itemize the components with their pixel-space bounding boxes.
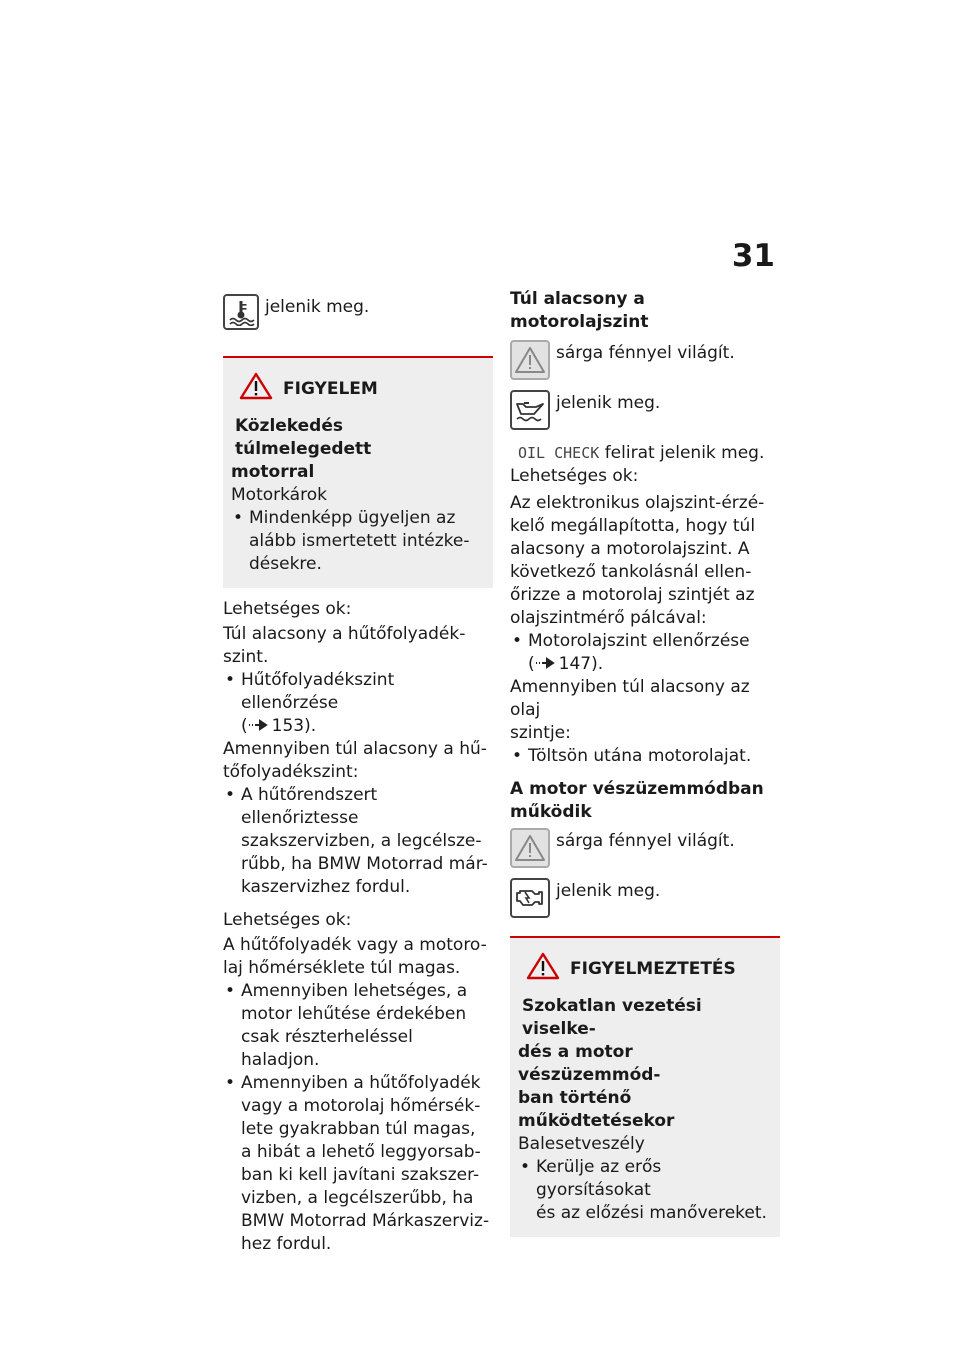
warning-bullet-line2: és az előzési manővereket.	[536, 1203, 767, 1223]
oil-bullet1-ref-text: 147).	[558, 654, 604, 674]
page-reference-arrow-icon: (	[241, 715, 268, 738]
yellow-warning-row	[510, 340, 780, 380]
oil-check-code: OIL CHECK	[518, 444, 600, 462]
bullet2-line2: szakszervizben, a legcélsze-	[241, 831, 482, 851]
bullet1-ref[interactable]	[223, 715, 493, 738]
bullet4-line1: • Amennyiben a hűtőfolyadék	[223, 1072, 493, 1095]
caution-heading-line2: motorral	[231, 462, 315, 482]
engine-indicator-row	[510, 878, 780, 918]
bullet4-line5: ban ki kell javítani szakszer-	[241, 1165, 480, 1185]
oil-level-heading: Túl alacsony a motorolajszint	[510, 289, 649, 332]
cause2-label: Lehetséges ok:	[223, 910, 352, 930]
page-number: 31	[731, 238, 775, 274]
emergency-mode-heading-line1: A motor vészüzemmódban	[510, 779, 764, 799]
cause1-label: Lehetséges ok:	[223, 599, 352, 619]
caution-bullet-line3: désekre.	[249, 554, 322, 574]
oil-cause-line5: őrizze a motorolaj szintjét az	[510, 585, 755, 605]
bullet2-line4: kaszervizhez fordul.	[241, 877, 411, 897]
oil-check-text: felirat jelenik meg.	[604, 443, 765, 463]
oil-can-icon	[510, 390, 550, 430]
warning-light-text: sárga fénnyel világít.	[556, 343, 735, 363]
oil-cause-line6: olajszintmérő pálcával:	[510, 608, 707, 628]
coolant-indicator-row	[223, 294, 493, 330]
oil-cause-line2: kelő megállapította, hogy túl	[510, 516, 756, 536]
oil-cause-label: Lehetséges ok:	[510, 466, 639, 486]
oil-indicator-row	[510, 390, 780, 430]
caution-subtitle: Motorkárok	[231, 485, 327, 505]
right-column	[510, 288, 780, 1237]
warning-title: FIGYELMEZTETÉS	[570, 958, 736, 979]
cause1-line2: szint.	[223, 647, 269, 667]
warning-triangle-icon	[239, 372, 273, 405]
bullet4-line6: vizben, a legcélszerűbb, ha	[241, 1188, 474, 1208]
oil-cause-line3: alacsony a motorolajszint. A	[510, 539, 750, 559]
oil-bullet1-ref[interactable]	[510, 653, 780, 676]
caution-title-row	[231, 372, 485, 405]
caution-bullet-line2: alább ismertetett intézke-	[249, 531, 470, 551]
cause2-line1: A hűtőfolyadék vagy a motoro-	[223, 935, 487, 955]
if-low-line2: tőfolyadékszint:	[223, 762, 359, 782]
caution-title: FIGYELEM	[283, 378, 378, 399]
caution-box	[223, 356, 493, 588]
warning-title-row	[518, 952, 772, 985]
oil-cause-line4: következő tankolásnál ellen-	[510, 562, 752, 582]
bullet1-line1: • Hűtőfolyadékszint ellenőrzése	[223, 669, 493, 715]
coolant-icon-text: jelenik meg.	[265, 297, 370, 317]
warning-heading-line1: Szokatlan vezetési viselke-	[522, 996, 702, 1039]
oil-cause-line1: Az elektronikus olajszint-érzé-	[510, 493, 765, 513]
yellow-warning-row-2	[510, 828, 780, 868]
bullet4-line7: BMW Motorrad Márkaszerviz-	[241, 1211, 490, 1231]
bullet1-ref-text: 153).	[271, 716, 317, 736]
if-low-line1: Amennyiben túl alacsony a hű-	[223, 739, 487, 759]
caution-bullet-line1: • Mindenképp ügyeljen az	[231, 507, 485, 530]
engine-icon-text: jelenik meg.	[556, 881, 661, 901]
bullet2-line3: rűbb, ha BMW Motorrad már-	[241, 854, 488, 874]
coolant-temperature-icon	[223, 294, 259, 330]
warning-subtitle: Balesetveszély	[518, 1134, 645, 1154]
bullet4-line4: a hibát a lehető leggyorsab-	[241, 1142, 481, 1162]
bullet3-line2: motor lehűtése érdekében	[241, 1004, 467, 1024]
left-column	[223, 288, 493, 1256]
bullet2-line1: • A hűtőrendszert ellenőriztesse	[223, 784, 493, 830]
bullet4-line8: hez fordul.	[241, 1234, 332, 1254]
warning-heading-line2: dés a motor vészüzemmód-	[518, 1042, 661, 1085]
warning-heading-line3: ban történő működtetésekor	[518, 1088, 675, 1131]
warning-triangle-icon	[526, 952, 560, 985]
bullet4-line2: vagy a motorolaj hőmérsék-	[241, 1096, 481, 1116]
bullet3-line1: • Amennyiben lehetséges, a	[223, 980, 493, 1003]
cause1-line1: Túl alacsony a hűtőfolyadék-	[223, 624, 466, 644]
oil-bullet2: • Töltsön utána motorolajat.	[510, 745, 780, 768]
emergency-mode-heading-line2: működik	[510, 802, 592, 822]
cause2-line2: laj hőmérséklete túl magas.	[223, 958, 461, 978]
warning-bullet-line1: • Kerülje az erős gyorsításokat	[518, 1156, 772, 1202]
page-reference-arrow-icon: (	[528, 653, 555, 676]
general-warning-icon	[510, 340, 550, 380]
oil-icon-text: jelenik meg.	[556, 393, 661, 413]
warning-light-text-2: sárga fénnyel világít.	[556, 831, 735, 851]
oil-check-line	[510, 442, 780, 465]
check-engine-icon	[510, 878, 550, 918]
bullet4-line3: lete gyakrabban túl magas,	[241, 1119, 476, 1139]
oil-bullet1-line1: • Motorolajszint ellenőrzése	[510, 630, 780, 653]
oil-if-low-line1: Amennyiben túl alacsony az olaj	[510, 677, 750, 720]
general-warning-icon	[510, 828, 550, 868]
warning-box	[510, 936, 780, 1237]
bullet3-line3: csak részterheléssel haladjon.	[241, 1027, 413, 1070]
caution-heading-line1: Közlekedés túlmelegedett	[235, 416, 372, 459]
oil-if-low-line2: szintje:	[510, 723, 571, 743]
